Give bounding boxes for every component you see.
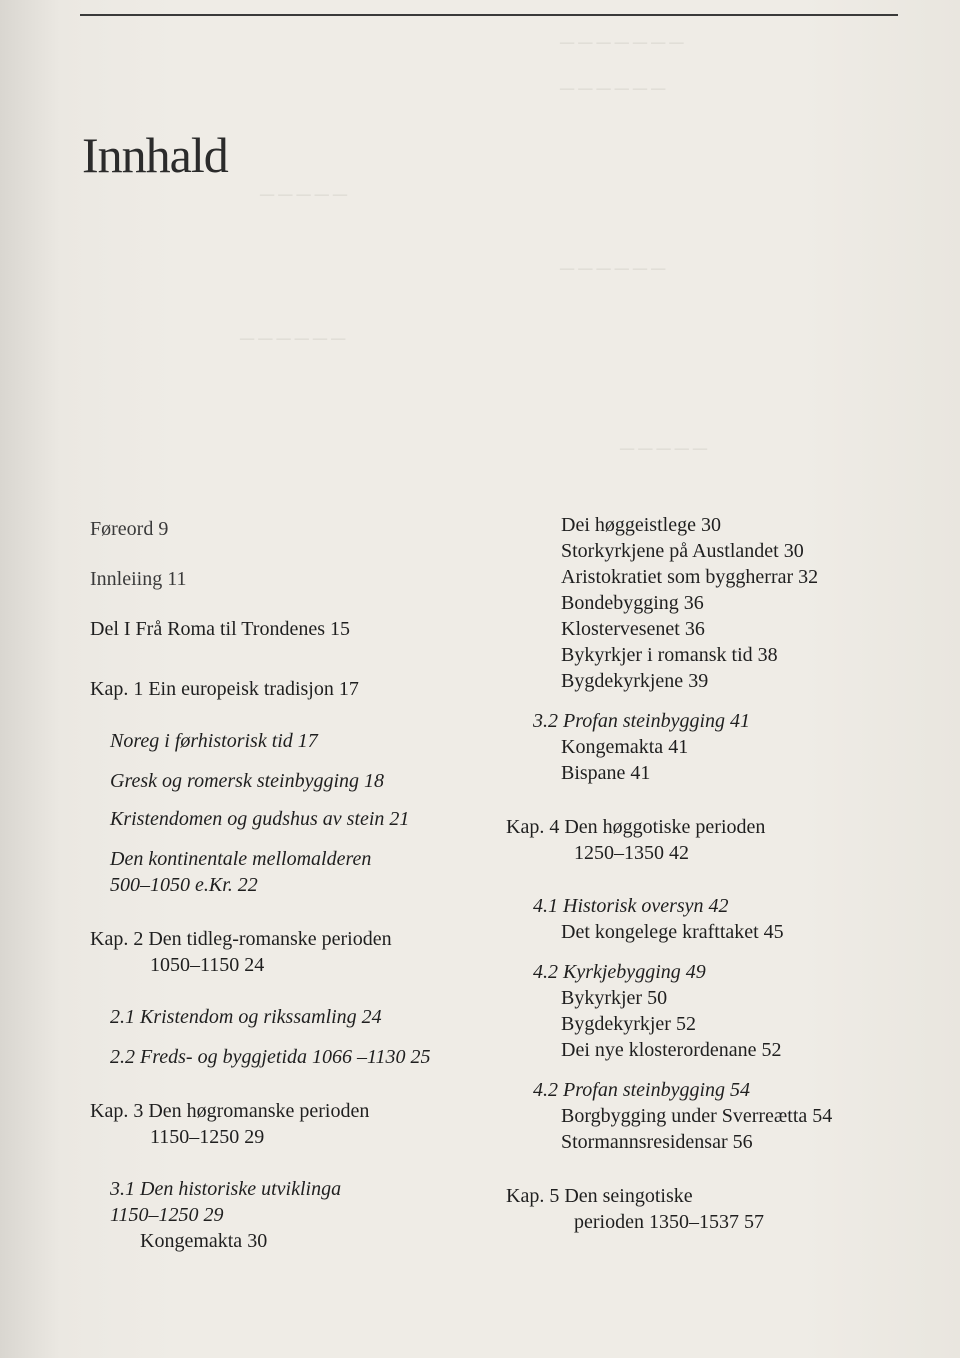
toc-entry: Kap. 4 Den høggotiske perioden bbox=[506, 816, 766, 838]
bleed-through-text: — — — — — — bbox=[560, 260, 666, 277]
toc-entry: Bygdekyrkjer 52 bbox=[561, 1013, 696, 1035]
toc-entry: Storkyrkjene på Austlandet 30 bbox=[561, 540, 804, 562]
toc-entry: 4.1 Historisk oversyn 42 bbox=[533, 895, 729, 917]
toc-entry: 4.2 Kyrkjebygging 49 bbox=[533, 961, 706, 983]
toc-entry: Kristendomen og gudshus av stein 21 bbox=[110, 808, 410, 830]
toc-entry: Borgbygging under Sverreætta 54 bbox=[561, 1105, 833, 1127]
bleed-through-text: — — — — — bbox=[260, 186, 348, 203]
header-rule bbox=[80, 14, 898, 16]
toc-entry: Den kontinentale mellomalderen bbox=[110, 848, 372, 870]
toc-entry: Bispane 41 bbox=[561, 762, 651, 784]
toc-entry: Dei høggeistlege 30 bbox=[561, 514, 721, 536]
bleed-through-text: — — — — — bbox=[620, 440, 708, 457]
toc-entry: Dei nye klosterordenane 52 bbox=[561, 1039, 782, 1061]
toc-entry: 2.1 Kristendom og rikssamling 24 bbox=[110, 1006, 382, 1028]
toc-entry: Noreg i førhistorisk tid 17 bbox=[110, 730, 318, 752]
page-title: Innhald bbox=[82, 127, 228, 183]
toc-entry: 1150–1250 29 bbox=[110, 1204, 224, 1226]
toc-entry: Kap. 1 Ein europeisk tradisjon 17 bbox=[90, 678, 359, 700]
toc-entry: Kap. 2 Den tidleg-romanske perioden bbox=[90, 928, 392, 950]
toc-entry: Kap. 5 Den seingotiske bbox=[506, 1185, 693, 1207]
toc-entry: Klostervesenet 36 bbox=[561, 618, 705, 640]
toc-entry: 3.2 Profan steinbygging 41 bbox=[533, 710, 751, 732]
toc-entry: Bondebygging 36 bbox=[561, 592, 704, 614]
toc-entry: perioden 1350–1537 57 bbox=[574, 1211, 764, 1233]
toc-entry: Bykyrkjer i romansk tid 38 bbox=[561, 644, 778, 666]
toc-entry: 500–1050 e.Kr. 22 bbox=[110, 874, 258, 896]
toc-entry: Kongemakta 41 bbox=[561, 736, 689, 758]
toc-entry: Føreord 9 bbox=[90, 518, 169, 540]
toc-entry: Innleiing 11 bbox=[90, 568, 187, 590]
bleed-through-text: — — — — — — — bbox=[560, 34, 684, 51]
toc-entry: Bygdekyrkjene 39 bbox=[561, 670, 709, 692]
toc-entry: Det kongelege krafttaket 45 bbox=[561, 921, 784, 943]
toc-entry: Kap. 3 Den høgromanske perioden bbox=[90, 1100, 370, 1122]
toc-entry: Gresk og romersk steinbygging 18 bbox=[110, 770, 385, 792]
toc-entry: 3.1 Den historiske utviklinga bbox=[110, 1178, 342, 1200]
toc-entry: 1050–1150 24 bbox=[150, 954, 265, 976]
toc-entry: 2.2 Freds- og byggjetida 1066 –1130 25 bbox=[110, 1046, 431, 1068]
toc-entry: Bykyrkjer 50 bbox=[561, 987, 668, 1009]
bleed-through-text: — — — — — — bbox=[240, 330, 346, 347]
bleed-through-text: — — — — — — bbox=[560, 80, 666, 97]
toc-entry: 1250–1350 42 bbox=[574, 842, 689, 864]
toc-entry: Stormannsresidensar 56 bbox=[561, 1131, 753, 1153]
toc-entry: 4.2 Profan steinbygging 54 bbox=[533, 1079, 751, 1101]
toc-entry: Kongemakta 30 bbox=[140, 1230, 268, 1252]
toc-entry: Aristokratiet som byggherrar 32 bbox=[561, 566, 819, 588]
toc-entry: Del I Frå Roma til Trondenes 15 bbox=[90, 618, 350, 640]
toc-entry: 1150–1250 29 bbox=[150, 1126, 265, 1148]
